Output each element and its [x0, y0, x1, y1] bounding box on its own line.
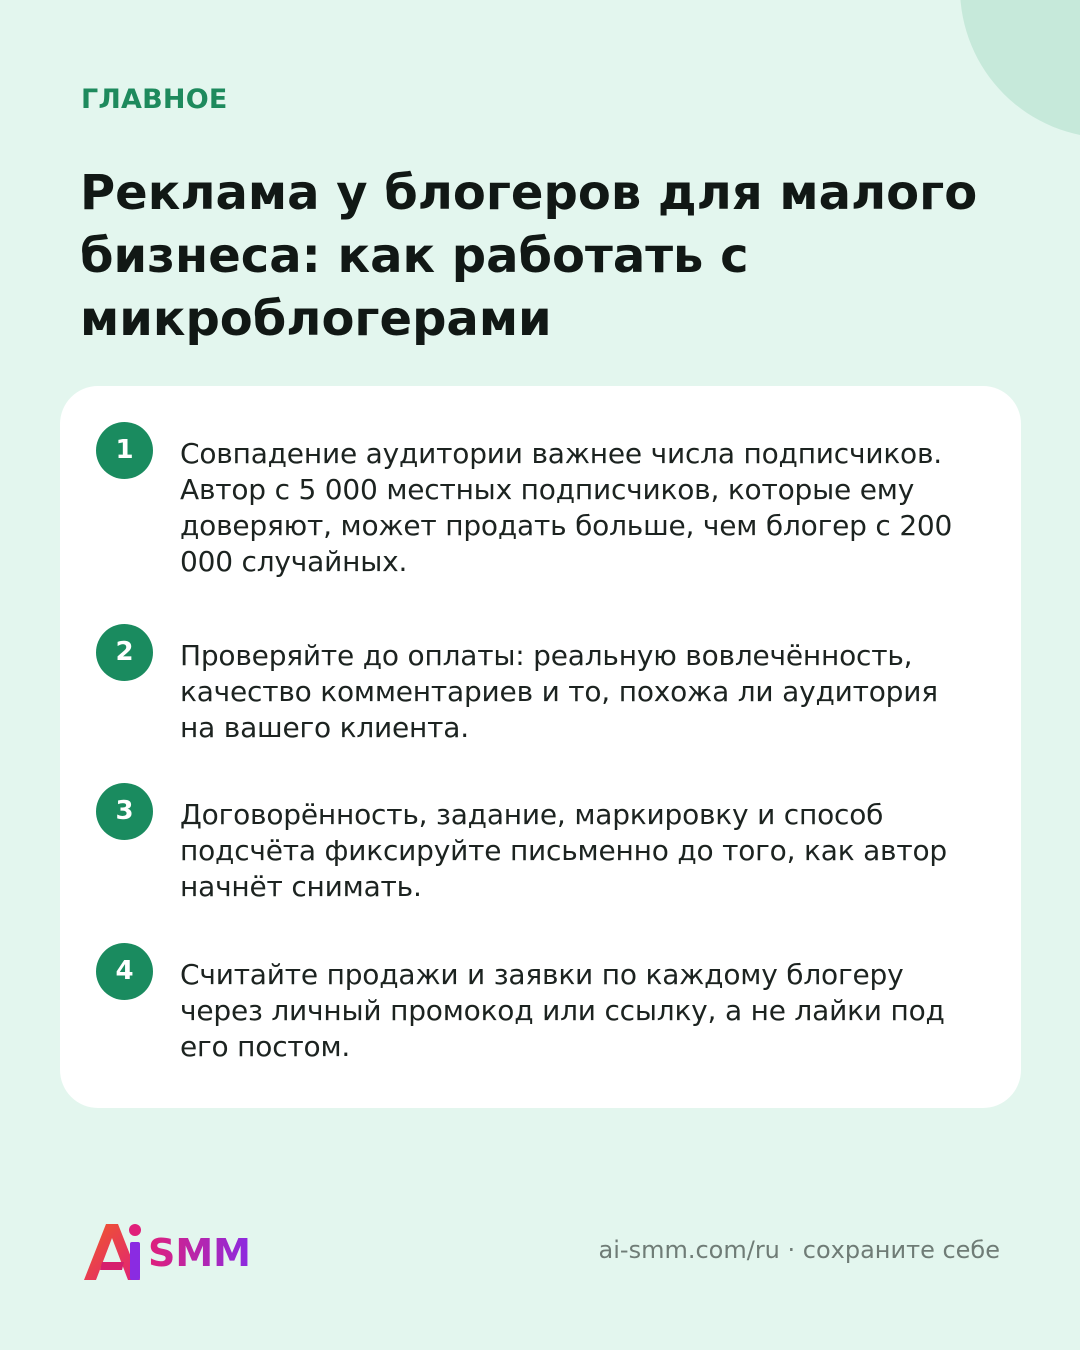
section-label: ГЛАВНОЕ [81, 84, 228, 115]
list-item-text: Проверяйте до оплаты: реальную вовлечённость, качество комментариев и то, похожа ли аудитория на вашего клиента. [180, 639, 938, 744]
footer-note: ai-smm.com/ru · сохраните себе [598, 1236, 1000, 1264]
step-number-badge: 4 [96, 943, 153, 1000]
step-number-badge: 1 [96, 422, 153, 479]
svg-text:SMM: SMM [148, 1231, 251, 1275]
step-number-badge: 3 [96, 783, 153, 840]
list-item-text: Договорённость, задание, маркировку и способ подсчёта фиксируйте письменно до того, как автор начнёт снимать. [180, 798, 947, 903]
list-item-text: Считайте продажи и заявки по каждому блогеру через личный промокод или ссылку, а не лайки под его постом. [180, 958, 945, 1063]
step-number-badge: 2 [96, 624, 153, 681]
decorative-corner-circle [960, 0, 1080, 138]
list-item-text: Совпадение аудитории важнее числа подписчиков. Автор с 5 000 местных подписчиков, которые ему доверяют, может продать больше, чем блогер с 200 000 случайных. [180, 437, 953, 578]
tips-card [60, 386, 1021, 1108]
page-title: Реклама у блогеров для малого бизнеса: как работать с микроблогерами [80, 165, 978, 347]
brand-logo [82, 1218, 282, 1284]
